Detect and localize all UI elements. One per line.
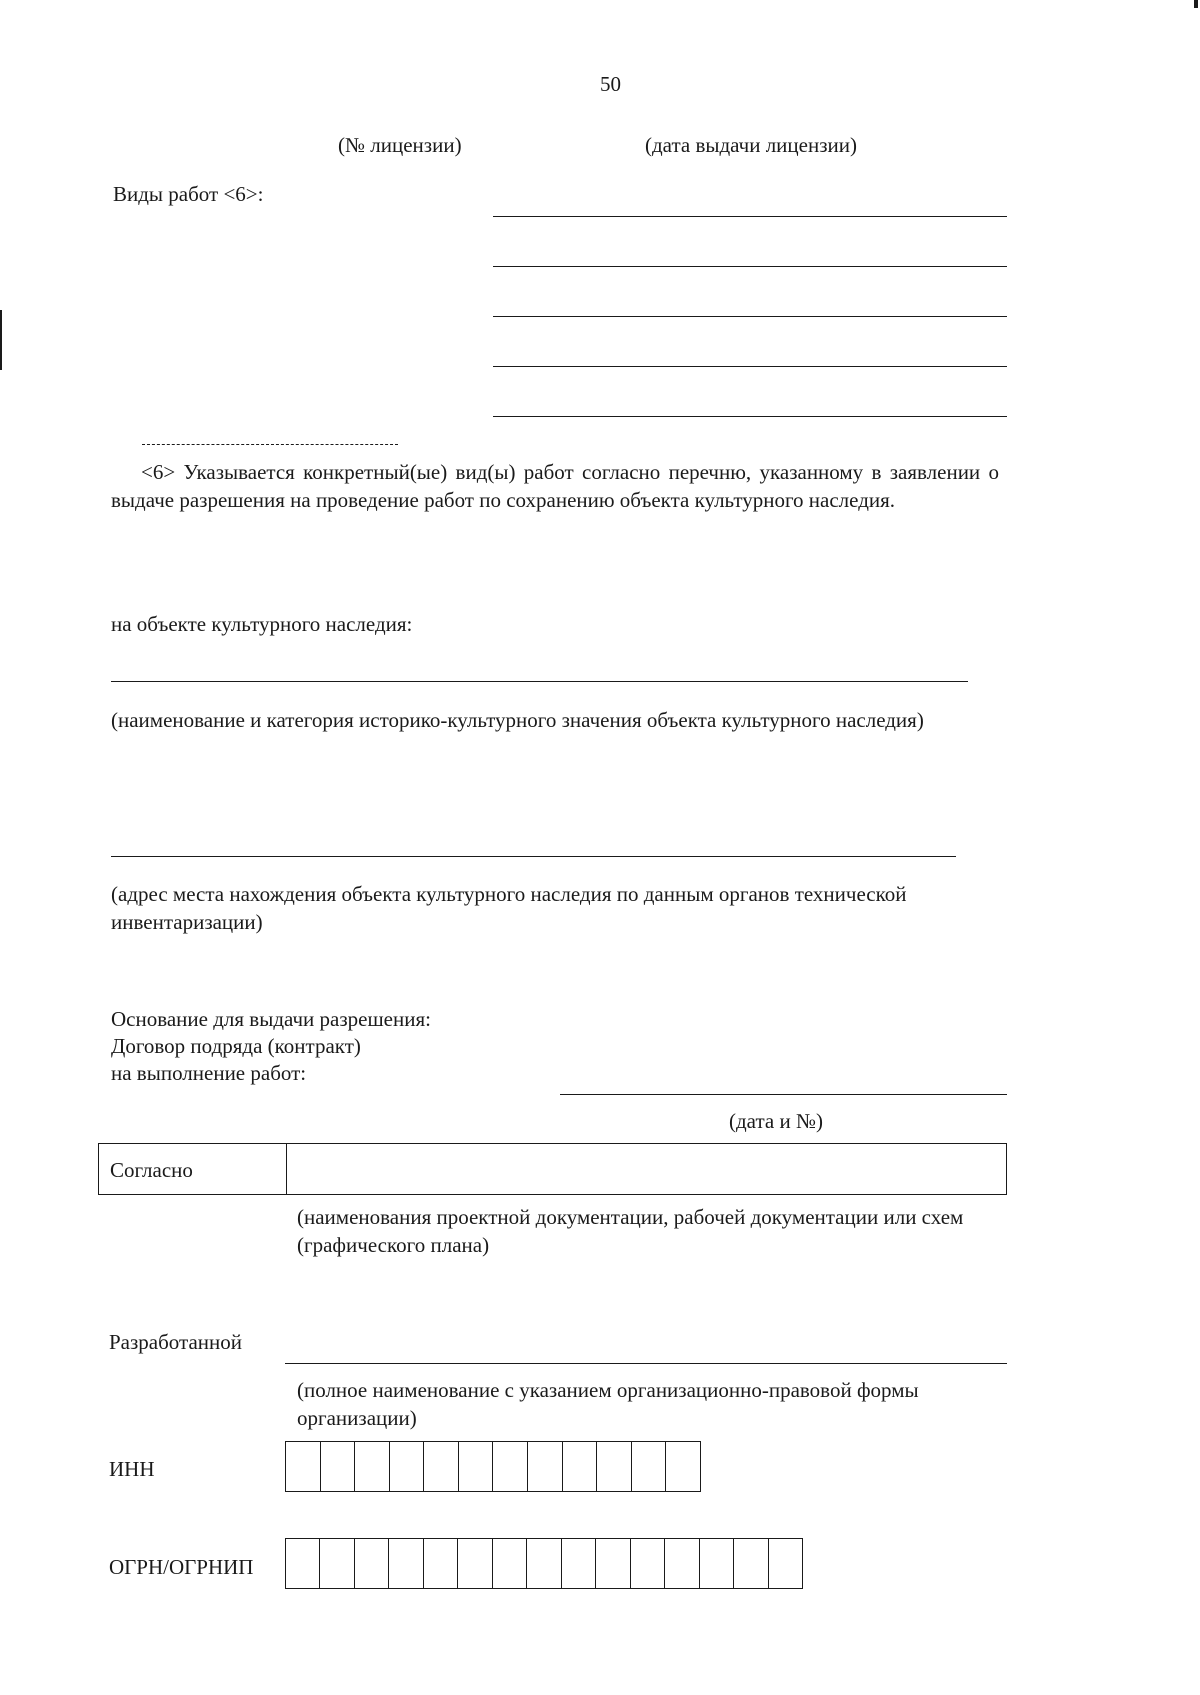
ogrn-digit-cell[interactable] bbox=[700, 1539, 734, 1588]
agreement-caption: (наименования проектной документации, рабочей документации или схем (графического плана) bbox=[297, 1205, 964, 1257]
ogrn-digit-cell[interactable] bbox=[493, 1539, 527, 1588]
agreement-label: Согласно bbox=[110, 1158, 193, 1182]
ogrn-cells[interactable] bbox=[285, 1538, 803, 1589]
heritage-object-name-caption: (наименование и категория историко-культурного значения объекта культурного наследия) bbox=[111, 708, 924, 732]
inn-digit-cell[interactable] bbox=[459, 1442, 494, 1491]
footnote-text: <6> Указывается конкретный(ые) вид(ы) работ согласно перечню, указанному в заявлении о выдаче разрешения на проведение работ по сохранению объекта культурного наследия. bbox=[111, 460, 999, 512]
work-types-label: Виды работ <6>: bbox=[113, 182, 264, 206]
license-number-caption: (№ лицензии) bbox=[338, 133, 462, 157]
heritage-object-label: на объекте культурного наследия: bbox=[111, 612, 413, 636]
ogrn-digit-cell[interactable] bbox=[355, 1539, 389, 1588]
work-type-line-4[interactable] bbox=[493, 366, 1007, 367]
ogrn-digit-cell[interactable] bbox=[665, 1539, 699, 1588]
developer-label: Разработанной bbox=[109, 1330, 242, 1354]
license-date-caption: (дата выдачи лицензии) bbox=[645, 133, 857, 157]
inn-cells[interactable] bbox=[285, 1441, 701, 1492]
work-type-line-5[interactable] bbox=[493, 416, 1007, 417]
basis-line-3: на выполнение работ: bbox=[111, 1061, 307, 1085]
footnote-separator bbox=[142, 444, 398, 445]
inn-digit-cell[interactable] bbox=[528, 1442, 563, 1491]
agreement-table-divider bbox=[286, 1144, 287, 1194]
ogrn-digit-cell[interactable] bbox=[596, 1539, 630, 1588]
inn-digit-cell[interactable] bbox=[390, 1442, 425, 1491]
scan-edge-mark-left bbox=[0, 310, 2, 370]
ogrn-digit-cell[interactable] bbox=[769, 1539, 802, 1588]
inn-digit-cell[interactable] bbox=[563, 1442, 598, 1491]
contract-date-number-caption: (дата и №) bbox=[729, 1109, 823, 1133]
developer-name-line[interactable] bbox=[285, 1363, 1007, 1364]
ogrn-digit-cell[interactable] bbox=[527, 1539, 561, 1588]
inn-digit-cell[interactable] bbox=[632, 1442, 667, 1491]
basis-line-2: Договор подряда (контракт) bbox=[111, 1034, 361, 1058]
inn-digit-cell[interactable] bbox=[424, 1442, 459, 1491]
inn-digit-cell[interactable] bbox=[321, 1442, 356, 1491]
ogrn-digit-cell[interactable] bbox=[562, 1539, 596, 1588]
agreement-table bbox=[98, 1143, 1007, 1195]
ogrn-digit-cell[interactable] bbox=[424, 1539, 458, 1588]
developer-caption: (полное наименование с указанием организационно-правовой формы организации) bbox=[297, 1378, 919, 1430]
ogrn-digit-cell[interactable] bbox=[458, 1539, 492, 1588]
agreement-input-cell[interactable] bbox=[289, 1144, 1005, 1194]
ogrn-digit-cell[interactable] bbox=[631, 1539, 665, 1588]
inn-digit-cell[interactable] bbox=[597, 1442, 632, 1491]
ogrn-digit-cell[interactable] bbox=[734, 1539, 768, 1588]
inn-digit-cell[interactable] bbox=[355, 1442, 390, 1491]
page-number: 50 bbox=[600, 72, 621, 96]
work-type-line-2[interactable] bbox=[493, 266, 1007, 267]
work-type-line-3[interactable] bbox=[493, 316, 1007, 317]
basis-line-1: Основание для выдачи разрешения: bbox=[111, 1007, 431, 1031]
inn-digit-cell[interactable] bbox=[493, 1442, 528, 1491]
heritage-object-address-caption: (адрес места нахождения объекта культурного наследия по данным органов технической инвентаризации) bbox=[111, 882, 907, 934]
ogrn-label: ОГРН/ОГРНИП bbox=[109, 1555, 254, 1579]
work-type-line-1[interactable] bbox=[493, 216, 1007, 217]
scan-edge-mark-right bbox=[1194, 0, 1198, 8]
ogrn-digit-cell[interactable] bbox=[320, 1539, 354, 1588]
heritage-object-name-line[interactable] bbox=[111, 681, 968, 682]
inn-digit-cell[interactable] bbox=[286, 1442, 321, 1491]
inn-label: ИНН bbox=[109, 1457, 155, 1481]
ogrn-digit-cell[interactable] bbox=[389, 1539, 423, 1588]
ogrn-digit-cell[interactable] bbox=[286, 1539, 320, 1588]
inn-digit-cell[interactable] bbox=[666, 1442, 700, 1491]
contract-date-number-line[interactable] bbox=[560, 1094, 1007, 1095]
heritage-object-address-line[interactable] bbox=[111, 856, 956, 857]
